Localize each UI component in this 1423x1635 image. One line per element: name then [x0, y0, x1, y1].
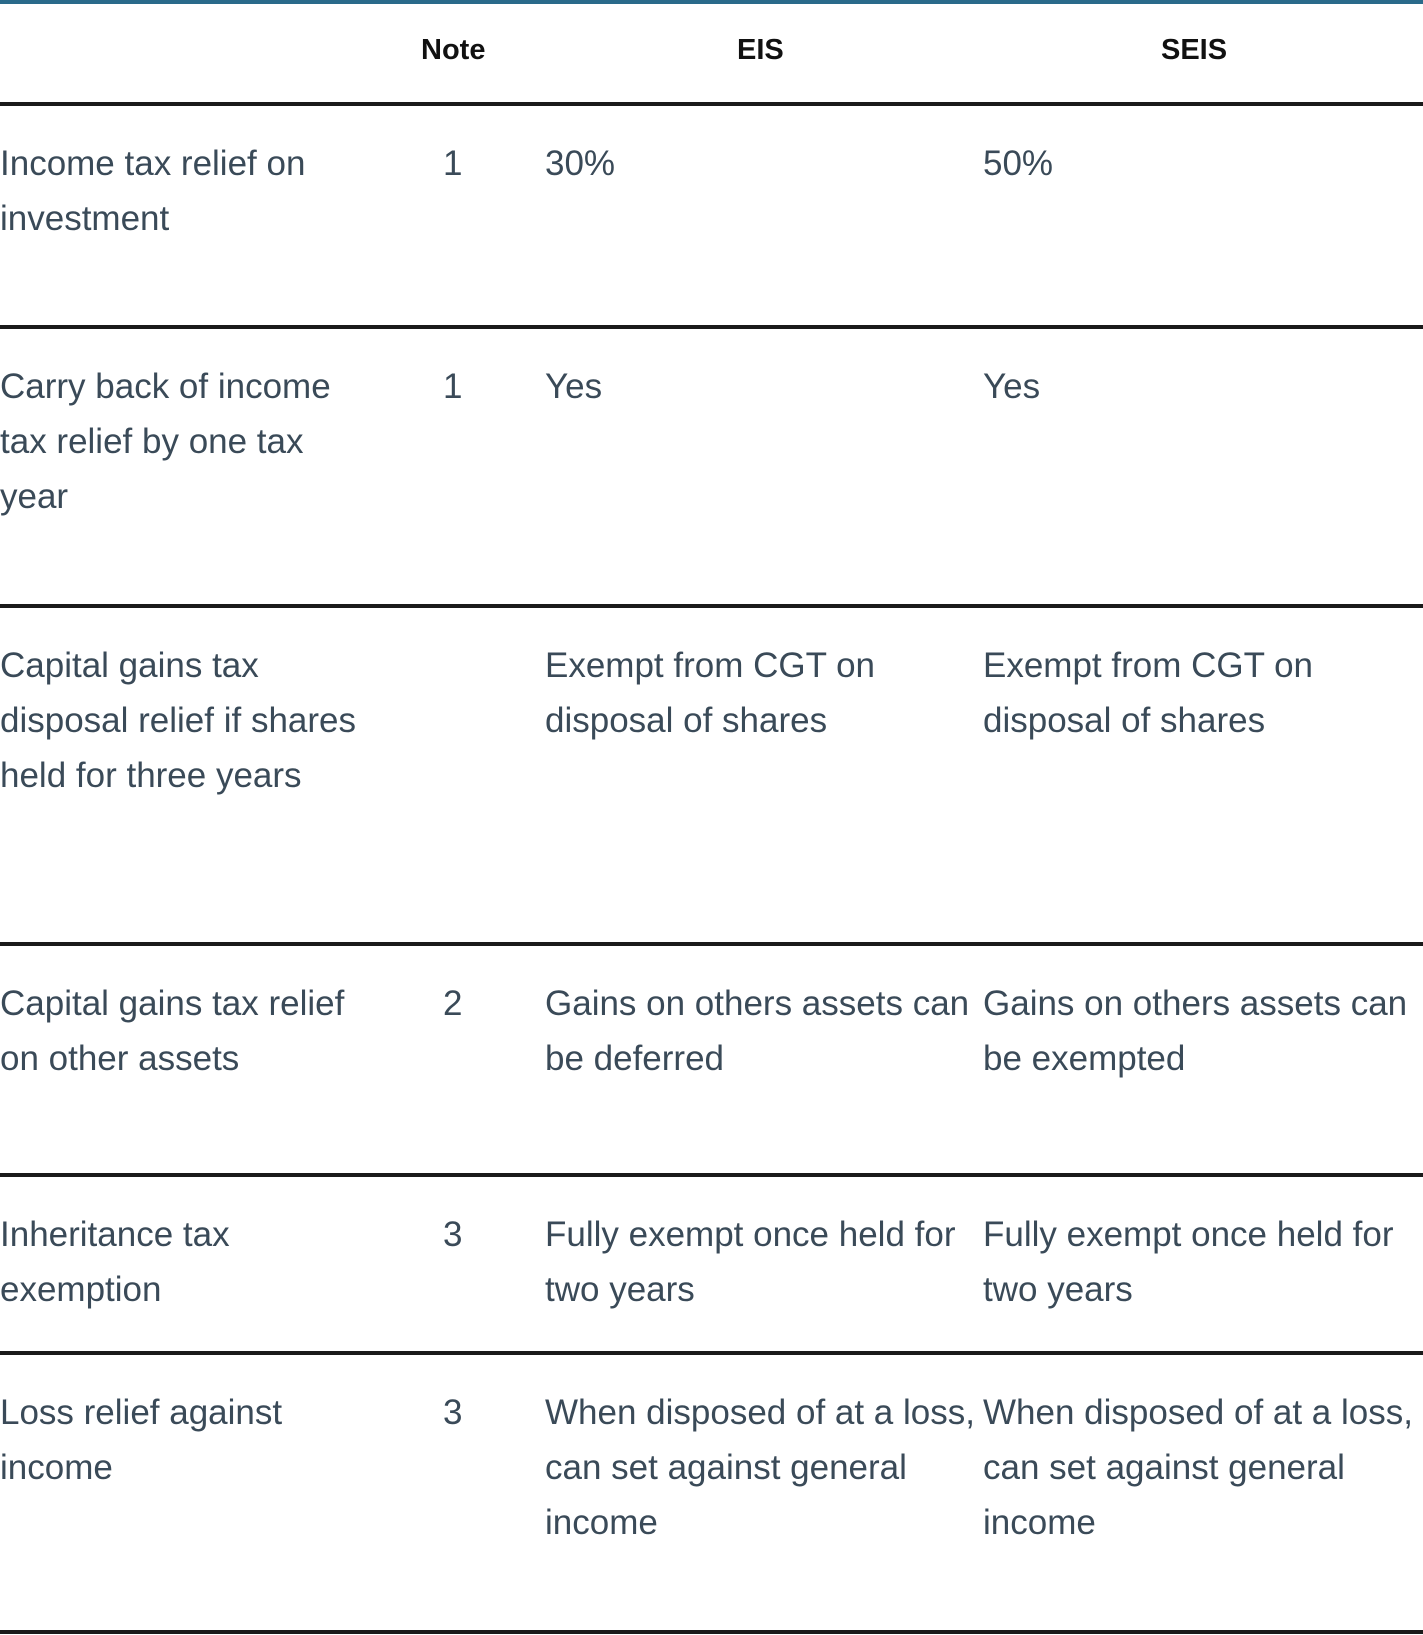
table-row — [0, 325, 1423, 606]
row-eis-value: Gains on others assets can be deferred — [545, 984, 970, 1078]
row-seis-value: Gains on others assets can be exempted — [983, 984, 1408, 1078]
row-note: 2 — [443, 984, 463, 1023]
row-eis-value: Yes — [545, 367, 603, 406]
table-row — [0, 1173, 1423, 1353]
row-seis-value: Yes — [983, 367, 1041, 406]
row-eis-value: Fully exempt once held for two years — [545, 1215, 956, 1309]
table-row — [0, 604, 1423, 945]
header-note: Note — [421, 34, 486, 66]
row-eis-value: 30% — [545, 144, 616, 183]
row-eis-value: Exempt from CGT on disposal of shares — [545, 646, 876, 740]
header-seis: SEIS — [1161, 34, 1228, 66]
row-seis-value: Exempt from CGT on disposal of shares — [983, 646, 1314, 740]
row-note: 3 — [443, 1393, 463, 1432]
row-seis-value: When disposed of at a loss, can set against general income — [983, 1393, 1413, 1542]
table-header — [0, 4, 1423, 102]
row-label: Capital gains tax relief on other assets — [0, 984, 345, 1078]
row-label: Carry back of income tax relief by one tax year — [0, 367, 331, 516]
row-note: 1 — [443, 367, 463, 406]
table-row — [0, 1351, 1423, 1633]
row-label: Income tax relief on investment — [0, 144, 306, 238]
table-bottom-rule — [0, 1630, 1423, 1634]
table-row — [0, 942, 1423, 1175]
row-seis-value: 50% — [983, 144, 1054, 183]
row-label: Loss relief against income — [0, 1393, 283, 1487]
row-seis-value: Fully exempt once held for two years — [983, 1215, 1394, 1309]
row-note: 3 — [443, 1215, 463, 1254]
row-eis-value: When disposed of at a loss, can set against general income — [545, 1393, 975, 1542]
table-row — [0, 102, 1423, 323]
row-label: Capital gains tax disposal relief if shares held for three years — [0, 646, 356, 795]
header-eis: EIS — [737, 34, 784, 66]
row-note: 1 — [443, 144, 463, 183]
row-label: Inheritance tax exemption — [0, 1215, 230, 1309]
